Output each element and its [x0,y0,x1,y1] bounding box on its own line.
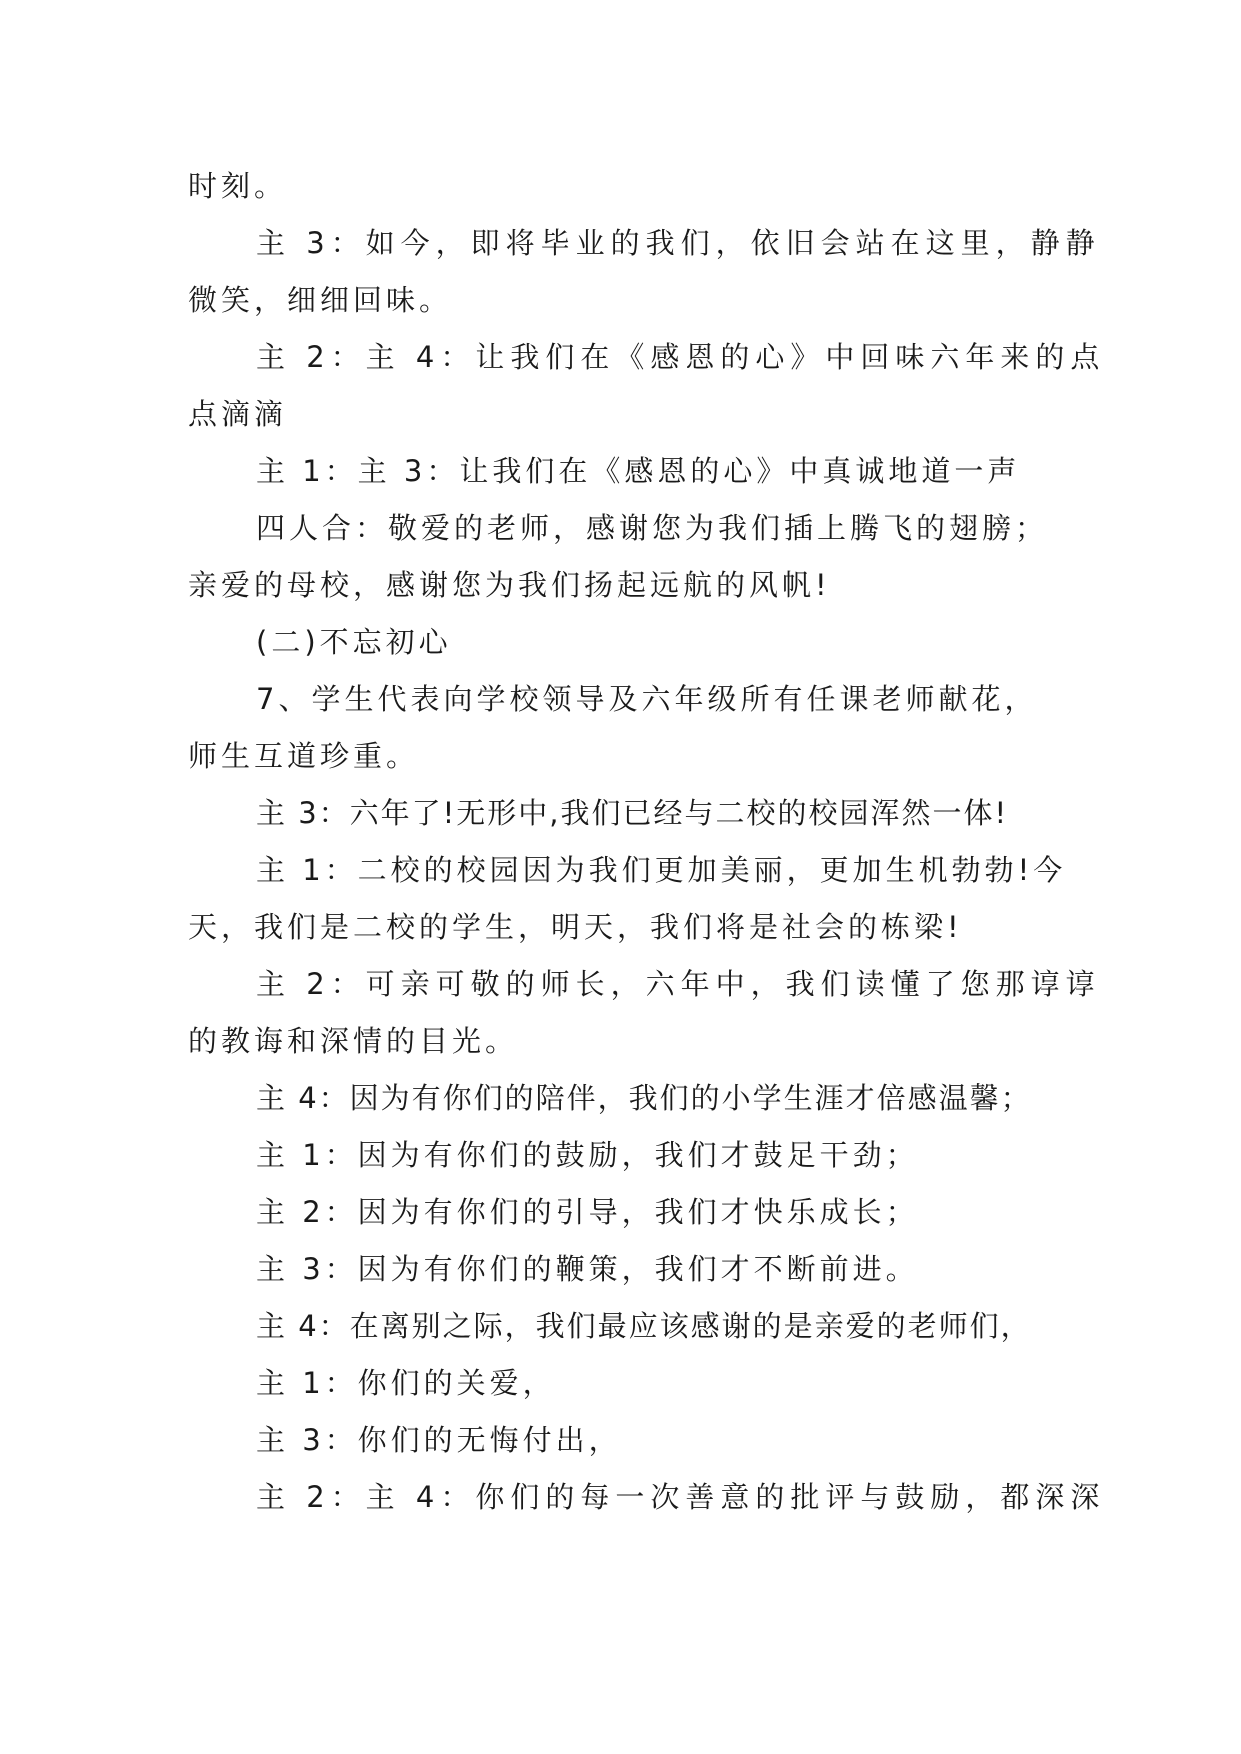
text-line: 的教诲和深情的目光。 [188,1024,519,1058]
text-line: 主 2：主 4：你们的每一次善意的批评与鼓励，都深深 [256,1480,1106,1514]
text-line: 四人合：敬爱的老师，感谢您为我们插上腾飞的翅膀； [256,511,1049,545]
document-body [188,158,1106,1526]
text-line: 主 2：主 4：让我们在《感恩的心》中回味六年来的点 [256,340,1106,374]
text-line: 亲爱的母校，感谢您为我们扬起远航的风帆! [188,568,831,602]
text-line: 主 1：二校的校园因为我们更加美丽，更加生机勃勃!今 [256,853,1067,887]
text-line: 主 3：六年了!无形中,我们已经与二校的校园浑然一体! [256,796,1009,830]
text-line: 主 1：你们的关爱， [256,1366,556,1400]
text-line: 主 2：可亲可敬的师长，六年中，我们读懂了您那谆谆 [256,967,1101,1001]
text-line: 主 1：主 3：让我们在《感恩的心》中真诚地道一声 [256,454,1021,488]
text-line: 点滴滴 [188,397,288,431]
text-line: 主 2：因为有你们的引导，我们才快乐成长； [256,1195,919,1229]
text-line: 主 4：因为有你们的陪伴，我们的小学生涯才倍感温馨； [256,1081,1032,1115]
section-heading: (二)不忘初心 [256,625,452,659]
text-line: 主 3：如今，即将毕业的我们，依旧会站在这里，静静 [256,226,1101,260]
text-line: 微笑，细细回味。 [188,283,453,317]
text-line: 主 1：因为有你们的鼓励，我们才鼓足干劲； [256,1138,919,1172]
text-line: 时刻。 [188,169,288,203]
text-line: 主 4：在离别之际，我们最应该感谢的是亲爱的老师们， [256,1309,1032,1343]
text-line: 师生互道珍重。 [188,739,420,773]
text-line: 天，我们是二校的学生，明天，我们将是社会的栋梁! [188,910,963,944]
text-line: 主 3：你们的无悔付出， [256,1423,622,1457]
text-line: 主 3：因为有你们的鞭策，我们才不断前进。 [256,1252,919,1286]
text-line: 7、学生代表向学校领导及六年级所有任课老师献花， [256,682,1038,716]
